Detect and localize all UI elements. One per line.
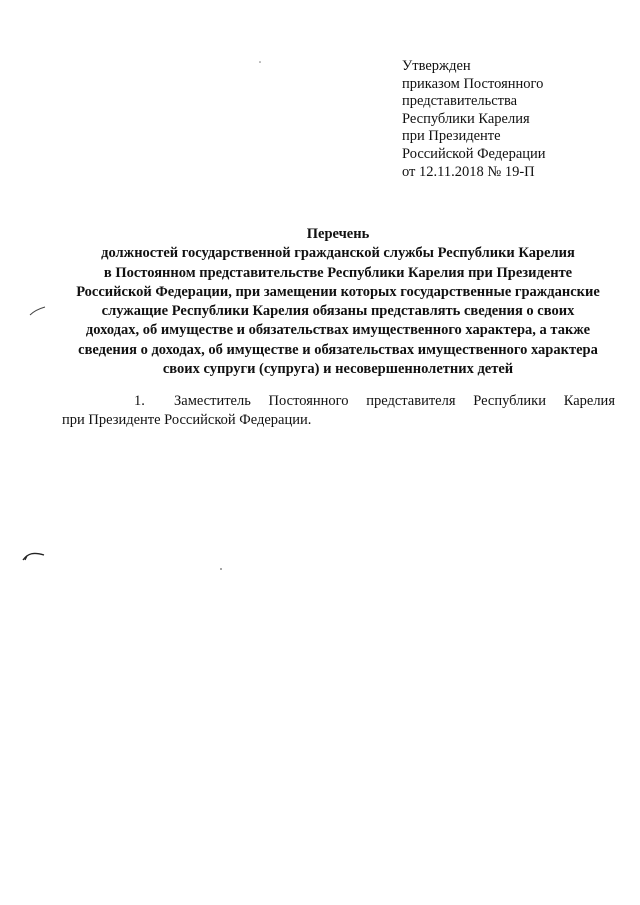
heading-line-4: служащие Республики Карелия обязаны представлять сведения о своих <box>101 303 575 320</box>
scan-speck-top <box>258 60 262 64</box>
approval-line-2: приказом Постоянного <box>402 75 544 92</box>
approval-date-line: от 12.11.2018 № 19-П <box>402 163 535 180</box>
list-item-text: Заместитель Постоянного представителя Республики Карелия <box>174 393 615 409</box>
approval-line-1: Утвержден <box>402 58 471 74</box>
heading-line-1: должностей государственной гражданской службы Республики Карелия <box>101 245 575 262</box>
pen-mark-left-lower <box>20 548 48 564</box>
heading-line-2: в Постоянном представительстве Республики Карелия при Президенте <box>103 264 573 281</box>
approval-line-3: представительства <box>402 93 518 110</box>
approval-line-4: Республики Карелия <box>402 110 530 127</box>
heading-line-7: своих супруги (супруга) и несовершеннолетних детей <box>162 361 514 378</box>
heading-line-5: доходах, об имуществе и обязательствах имущественного характера, а также <box>85 322 591 339</box>
scan-speck-middle <box>219 567 223 571</box>
list-item-number: 1. <box>134 393 145 409</box>
list-item-1-line-2: при Президенте Российской Федерации. <box>62 412 312 428</box>
approval-stamp <box>402 58 546 181</box>
document-heading <box>58 225 618 379</box>
list-item-1-line-1 <box>62 392 615 410</box>
pen-mark-left-upper <box>28 304 48 318</box>
document-title: Перечень <box>306 226 370 242</box>
heading-line-6: сведения о доходах, об имуществе и обязательствах имущественного характера <box>78 341 598 358</box>
approval-line-6: Российской Федерации <box>402 145 546 162</box>
approval-line-5: при Президенте <box>402 128 501 145</box>
heading-line-3: Российской Федерации, при замещении которых государственные гражданские <box>76 283 600 300</box>
